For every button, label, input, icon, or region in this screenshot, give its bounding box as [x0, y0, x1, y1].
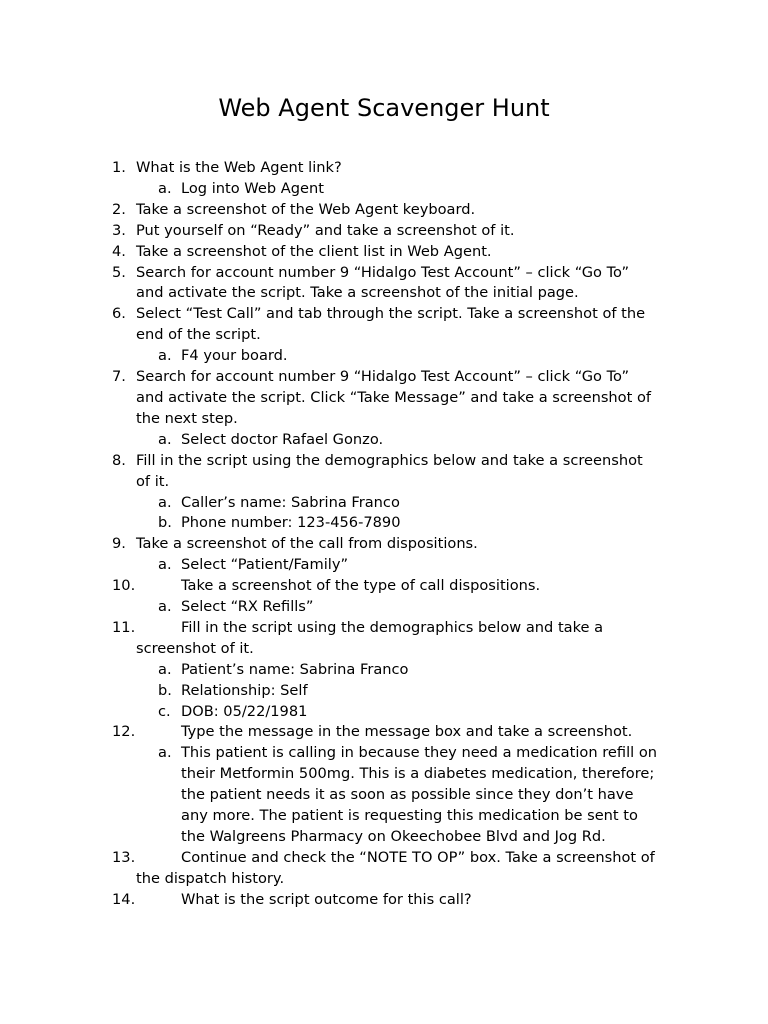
list-marker: a.	[158, 556, 172, 574]
list-item-text: Search for account number 9 “Hidalgo Test Account” – click “Go To”	[136, 263, 630, 281]
list-item-text: the Walgreens Pharmacy on Okeechobee Blvd and Jog Rd.	[181, 828, 606, 845]
sub-list-item	[0, 681, 768, 702]
sub-list-item	[0, 513, 768, 534]
list-marker: 11.	[112, 618, 136, 636]
list-marker: a.	[158, 179, 172, 197]
list-marker: a.	[158, 598, 172, 616]
list-marker: a.	[158, 493, 172, 511]
list-marker: 3.	[112, 221, 126, 239]
sub-list-item	[0, 493, 768, 514]
list-item-text: Select doctor Rafael Gonzo.	[181, 430, 384, 448]
list-item-text: Fill in the script using the demographics below and take a screenshot	[136, 451, 643, 469]
list-marker: c.	[158, 702, 171, 720]
list-marker: 13.	[112, 848, 136, 866]
list-marker: 7.	[112, 368, 126, 386]
list-item-text: any more. The patient is requesting this medication be sent to	[181, 807, 638, 825]
list-item	[0, 890, 768, 911]
sub-list-item	[0, 702, 768, 723]
list-marker: 12.	[112, 723, 136, 741]
list-marker: 8.	[112, 451, 126, 469]
list-item-text: the dispatch history.	[136, 869, 285, 887]
list-item	[0, 263, 768, 305]
list-item	[0, 534, 768, 555]
list-marker: a.	[158, 744, 172, 762]
list-marker: 10.	[112, 577, 136, 595]
list-item-text: and activate the script. Take a screenshot of the initial page.	[136, 284, 579, 302]
list-item	[0, 722, 768, 743]
list-item-text: Select “Patient/Family”	[181, 556, 349, 574]
list-marker: 14.	[112, 890, 136, 908]
list-item-text: screenshot of it.	[136, 639, 254, 657]
list-item-text: Continue and check the “NOTE TO OP” box. Take a screenshot of	[181, 848, 655, 866]
list-item	[0, 451, 768, 493]
sub-list-item	[0, 346, 768, 367]
list-marker: 9.	[112, 535, 126, 553]
sub-list-item	[0, 597, 768, 618]
list-item-text: F4 your board.	[181, 347, 288, 365]
list-item	[0, 576, 768, 597]
list-marker: 6.	[112, 305, 126, 323]
list-item-text: Fill in the script using the demographics below and take a	[181, 618, 604, 636]
list-marker: 2.	[112, 200, 126, 218]
list-item-text: the next step.	[136, 409, 238, 427]
list-item	[0, 618, 768, 660]
list-item	[0, 304, 768, 346]
list-item-text: What is the script outcome for this call?	[181, 890, 472, 908]
list-item-text: and activate the script. Click “Take Message” and take a screenshot of	[136, 388, 652, 406]
sub-list-item	[0, 555, 768, 576]
list-item-text: Take a screenshot of the call from dispositions.	[136, 535, 478, 553]
list-item-text: Search for account number 9 “Hidalgo Test Account” – click “Go To”	[136, 368, 630, 386]
list-item-text: of it.	[136, 472, 170, 490]
list-marker: 1.	[112, 159, 126, 176]
list-item-text: Take a screenshot of the client list in Web Agent.	[136, 242, 492, 260]
list-item-text: What is the Web Agent link?	[136, 159, 342, 176]
list-item-text: their Metformin 500mg. This is a diabetes medication, therefore;	[181, 765, 655, 783]
list-item	[0, 158, 768, 179]
list-marker: a.	[158, 660, 172, 678]
list-marker: b.	[158, 514, 172, 532]
list-item-text: Relationship: Self	[181, 681, 308, 699]
list-item-text: Phone number: 123-456-7890	[181, 514, 401, 532]
list-item-text: Log into Web Agent	[181, 179, 324, 197]
list-item	[0, 200, 768, 221]
sub-list-item	[0, 660, 768, 681]
list-item	[0, 242, 768, 263]
list-item-text: end of the script.	[136, 326, 261, 344]
sub-list-item	[0, 179, 768, 200]
list-item-text: Put yourself on “Ready” and take a screenshot of it.	[136, 221, 515, 239]
list-item	[0, 367, 768, 430]
document-title: Web Agent Scavenger Hunt	[218, 94, 550, 122]
list-item-text: Take a screenshot of the type of call dispositions.	[181, 577, 541, 595]
list-item	[0, 221, 768, 242]
sub-list-item	[0, 430, 768, 451]
scavenger-hunt-list	[0, 158, 768, 911]
list-item-text: DOB: 05/22/1981	[181, 702, 308, 720]
list-marker: a.	[158, 430, 172, 448]
list-item-text: Type the message in the message box and take a screenshot.	[181, 723, 633, 741]
list-item-text: Take a screenshot of the Web Agent keyboard.	[136, 200, 476, 218]
list-marker: 4.	[112, 242, 126, 260]
list-marker: a.	[158, 347, 172, 365]
list-item-text: This patient is calling in because they need a medication refill on	[181, 744, 657, 762]
list-marker: 5.	[112, 263, 126, 281]
list-item-text: the patient needs it as soon as possible since they don’t have	[181, 786, 634, 804]
list-item-text: Caller’s name: Sabrina Franco	[181, 493, 400, 511]
list-item-text: Select “Test Call” and tab through the script. Take a screenshot of the	[136, 305, 646, 323]
list-marker: b.	[158, 681, 172, 699]
list-item-text: Patient’s name: Sabrina Franco	[181, 660, 409, 678]
list-item-text: Select “RX Refills”	[181, 598, 314, 616]
sub-list-item	[0, 743, 768, 848]
list-item	[0, 848, 768, 890]
